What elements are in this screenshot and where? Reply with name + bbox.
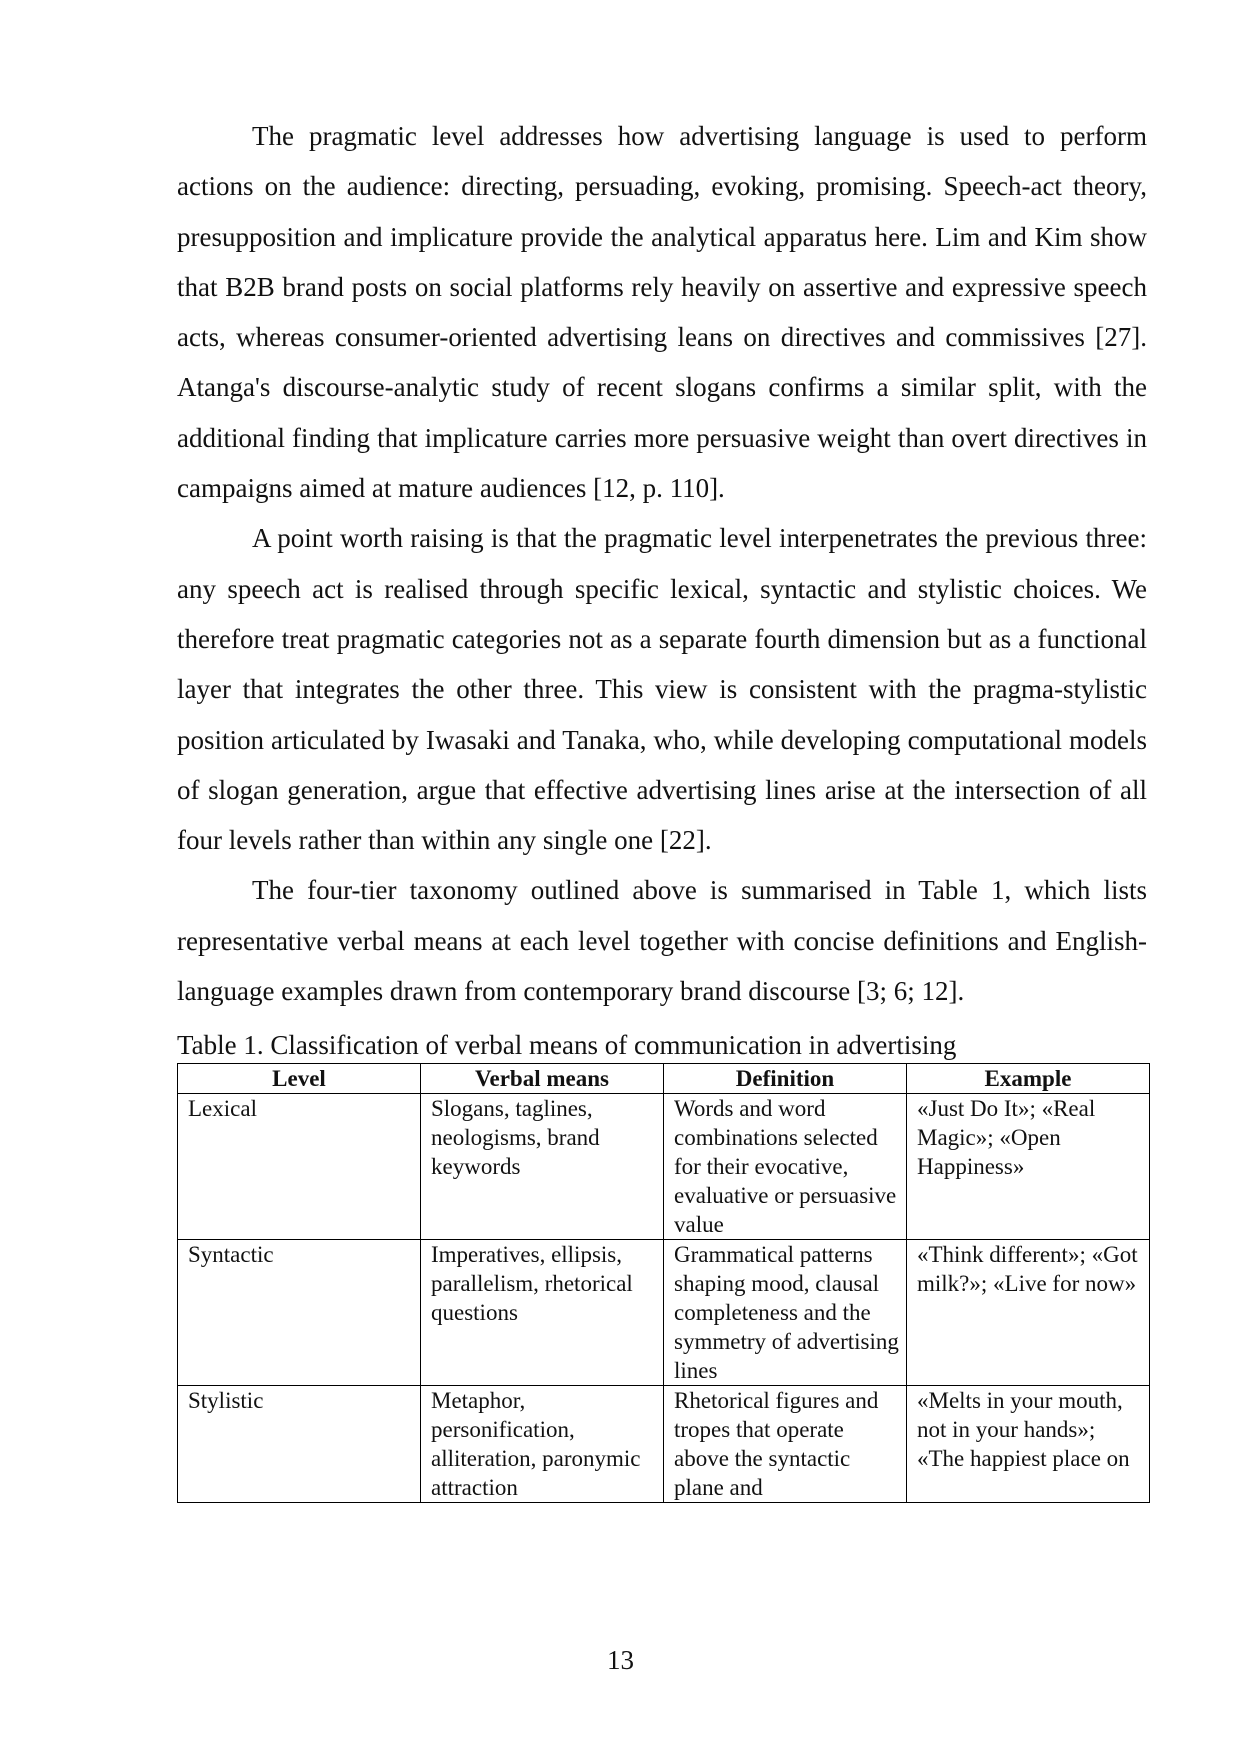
cell-definition: Words and word combinations selected for their evocative, evaluative or persuasive value <box>664 1094 907 1240</box>
table-row <box>178 1240 1150 1386</box>
cell-definition: Grammatical patterns shaping mood, clausal completeness and the symmetry of advertising lines <box>664 1240 907 1386</box>
table-header-row <box>178 1064 1150 1094</box>
paragraph-interpenetration: A point worth raising is that the pragmatic level interpenetrates the previous three: any speech act is realised through specific lexical, syntactic and stylistic choices. We therefore treat pragmatic categories not as a separate fourth dimension but as a functional layer that integrates the other three. This view is consistent with the pragma-stylistic position articulated by Iwasaki and Tanaka, who, while developing computational models of slogan generation, argue that effective advertising lines arise at the intersection of all four levels rather than within any single one [22]. <box>177 523 1147 856</box>
header-definition: Definition <box>664 1064 907 1094</box>
cell-verbal-means: Metaphor, personification, alliteration, paronymic attraction <box>421 1386 664 1503</box>
cell-level: Syntactic <box>178 1240 421 1386</box>
header-level: Level <box>178 1064 421 1094</box>
page-body <box>177 111 1147 1503</box>
table-caption: Table 1. Classification of verbal means of communication in advertising <box>177 1030 957 1061</box>
header-verbal-means: Verbal means <box>421 1064 664 1094</box>
cell-level: Stylistic <box>178 1386 421 1503</box>
cell-example: «Melts in your mouth, not in your hands»; «The happiest place on <box>907 1386 1150 1503</box>
page-number: 13 <box>607 1645 634 1675</box>
table-row <box>178 1386 1150 1503</box>
cell-example: «Just Do It»; «Real Magic»; «Open Happiness» <box>907 1094 1150 1240</box>
cell-definition: Rhetorical figures and tropes that operate above the syntactic plane and <box>664 1386 907 1503</box>
paragraph-pragmatic-level: The pragmatic level addresses how advertising language is used to perform actions on the audience: directing, persuading, evoking, promising. Speech-act theory, presupposition and implicature provide the analytical apparatus here. Lim and Kim show that B2B brand posts on social platforms rely heavily on assertive and expressive speech acts, whereas consumer-oriented advertising leans on directives and commissives [27]. Atanga's discourse-analytic study of recent slogans confirms a similar split, with the additional finding that implicature carries more persuasive weight than overt directives in campaigns aimed at mature audiences [12, p. 110]. <box>177 121 1147 504</box>
cell-example: «Think different»; «Got milk?»; «Live for now» <box>907 1240 1150 1386</box>
cell-level: Lexical <box>178 1094 421 1240</box>
cell-verbal-means: Slogans, taglines, neologisms, brand keywords <box>421 1094 664 1240</box>
table-row <box>178 1094 1150 1240</box>
header-example: Example <box>907 1064 1150 1094</box>
classification-table <box>177 1063 1150 1503</box>
paragraph-taxonomy-summary: The four-tier taxonomy outlined above is summarised in Table 1, which lists representative verbal means at each level together with concise definitions and English-language examples drawn from contemporary brand discourse [3; 6; 12]. <box>177 875 1147 1007</box>
cell-verbal-means: Imperatives, ellipsis, parallelism, rhetorical questions <box>421 1240 664 1386</box>
